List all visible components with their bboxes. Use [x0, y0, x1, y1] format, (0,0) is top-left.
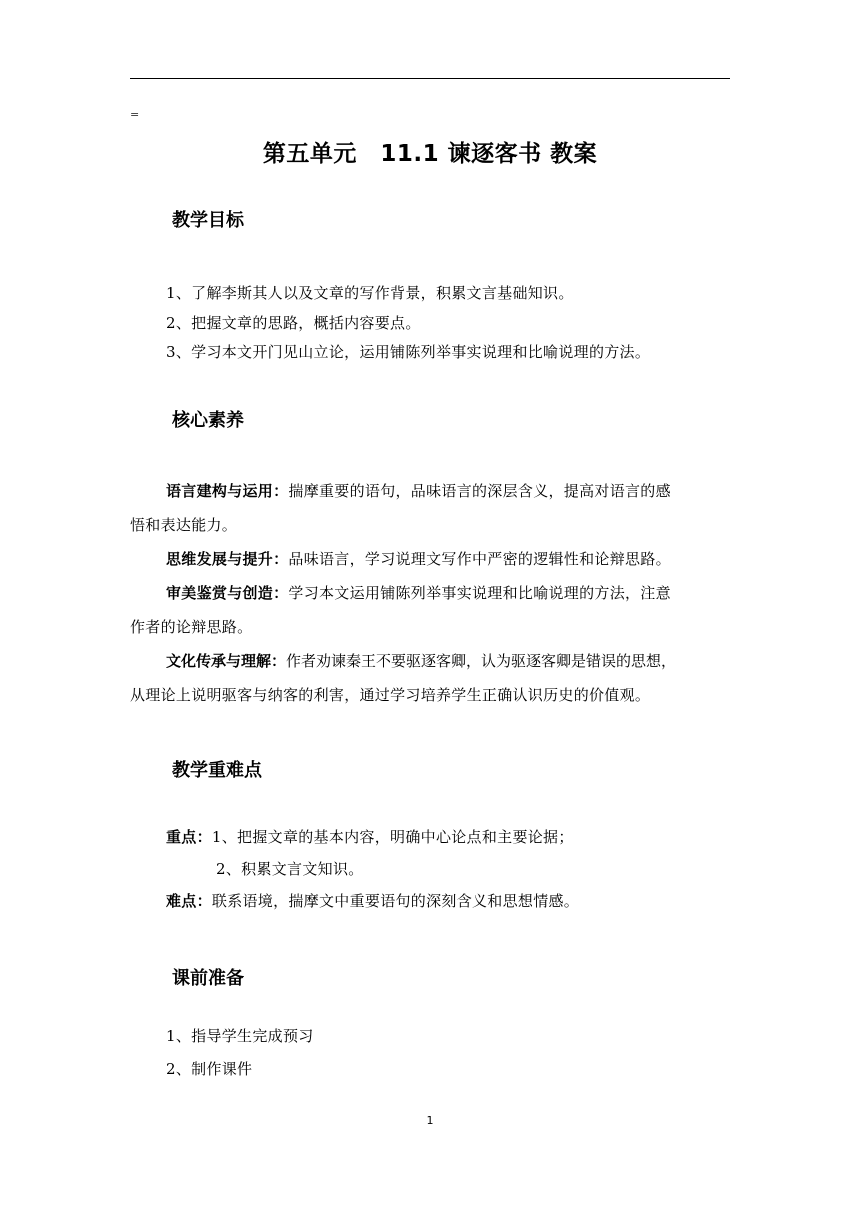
difficulty-line	[166, 890, 579, 911]
goal-item: 3、学习本文开门见山立论，运用铺陈列举事实说理和比喻说理的方法。	[166, 343, 651, 361]
difficulty-text: 联系语境，揣摩文中重要语句的深刻含义和思想情感。	[211, 892, 580, 910]
literacy-item-thinking	[166, 548, 671, 569]
section-heading-keypoints: 教学重难点	[172, 760, 262, 781]
goal-item: 1、了解李斯其人以及文章的写作背景，积累文言基础知识。	[166, 284, 574, 302]
literacy-text-continued: 悟和表达能力。	[130, 516, 238, 534]
focus-text: 1、把握文章的基本内容，明确中心论点和主要论据；	[211, 828, 574, 846]
literacy-label: 审美鉴赏与创造：	[166, 584, 289, 602]
section-heading-literacy: 核心素养	[172, 410, 244, 431]
literacy-text: 学习本文运用铺陈列举事实说理和比喻说理的方法，注意	[288, 584, 671, 602]
literacy-item-language	[166, 480, 671, 501]
goal-item: 2、把握文章的思路，概括内容要点。	[166, 314, 421, 332]
literacy-text: 揣摩重要的语句，品味语言的深层含义，提高对语言的感	[288, 482, 671, 500]
page-number: 1	[426, 1114, 434, 1127]
prep-item: 2、制作课件	[166, 1060, 253, 1078]
section-heading-prep: 课前准备	[172, 968, 244, 989]
literacy-item-culture	[166, 650, 676, 671]
literacy-text: 品味语言，学习说理文写作中严密的逻辑性和论辩思路。	[288, 550, 671, 568]
literacy-label: 文化传承与理解：	[166, 652, 287, 670]
literacy-item-aesthetic	[166, 582, 671, 603]
header-rule	[130, 78, 730, 79]
literacy-text: 作者劝谏秦王不要驱逐客卿，认为驱逐客卿是错误的思想，	[286, 652, 677, 670]
literacy-text-continued: 作者的论辩思路。	[130, 618, 253, 636]
prep-item: 1、指导学生完成预习	[166, 1027, 314, 1045]
literacy-label: 语言建构与运用：	[166, 482, 289, 500]
literacy-text-continued: 从理论上说明驱客与纳客的利害，通过学习培养学生正确认识历史的价值观。	[130, 686, 651, 704]
header-marker: =	[130, 108, 140, 121]
literacy-label: 思维发展与提升：	[166, 550, 289, 568]
difficulty-label: 难点：	[166, 892, 212, 910]
focus-line	[166, 826, 574, 847]
focus-label: 重点：	[166, 828, 212, 846]
document-title: 第五单元 11.1 谏逐客书 教案	[262, 141, 598, 167]
section-heading-goals: 教学目标	[172, 210, 244, 231]
focus-line-2: 2、积累文言文知识。	[216, 860, 364, 878]
